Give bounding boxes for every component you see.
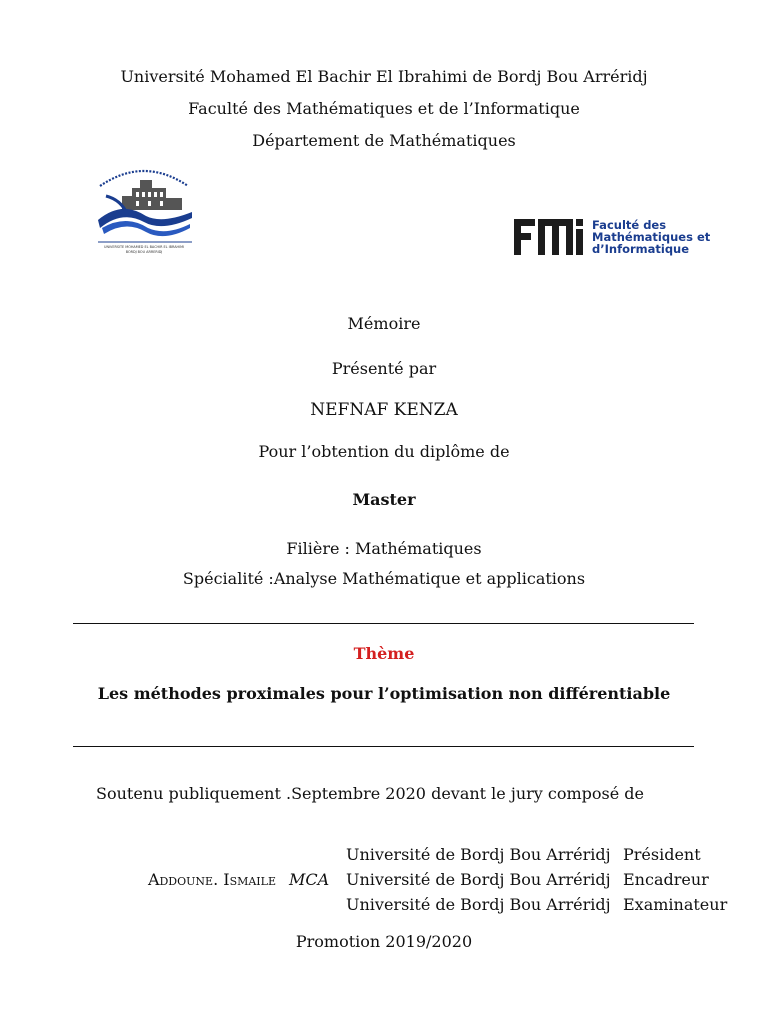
- university-seal-icon: [92, 160, 196, 256]
- degree-intro: Pour l’obtention du diplôme de: [258, 442, 510, 461]
- university-logo-caption: [92, 245, 196, 254]
- fmi-wordmark: [592, 219, 710, 255]
- author-name: NEFNAF KENZA: [310, 400, 458, 420]
- divider-bottom: [73, 746, 694, 747]
- jury-row: [0, 895, 768, 919]
- jury-member-name: Addoune. Ismaile: [147, 870, 276, 889]
- thesis-title: Les méthodes proximales pour l’optimisation non différentiable: [97, 684, 671, 703]
- jury-member-role: Président: [623, 845, 701, 864]
- jury-member-role: Encadreur: [623, 870, 709, 889]
- defense-statement: Soutenu publiquement .Septembre 2020 devant le jury composé de: [96, 784, 645, 803]
- memoire-label: Mémoire: [347, 314, 421, 333]
- promotion: Promotion 2019/2020: [295, 932, 473, 951]
- divider-top: [73, 623, 694, 624]
- fmi-monogram-icon: [514, 217, 588, 257]
- department-name: Département de Mathématiques: [252, 131, 516, 150]
- fmi-wordmark-line-2: Mathématiques et: [592, 230, 711, 244]
- presented-by: Présenté par: [331, 359, 437, 378]
- jury-member-grade: MCA: [289, 870, 330, 889]
- university-logo: [92, 160, 196, 256]
- faculty-name: Faculté des Mathématiques et de l’Informatique: [188, 99, 580, 118]
- jury-member-university: Université de Bordj Bou Arréridj: [346, 845, 611, 864]
- fmi-wordmark-line-3: d’Informatique: [592, 242, 690, 256]
- university-name: Université Mohamed El Bachir El Ibrahimi de Bordj Bou Arréridj: [120, 67, 648, 86]
- specialite: Spécialité :Analyse Mathématique et applications: [182, 569, 586, 588]
- logo-caption-line-1: UNIVERSITE MOHAMED EL BACHIR EL IBRAHIMI: [104, 245, 184, 249]
- theme-label: Thème: [353, 644, 415, 663]
- jury-member-university: Université de Bordj Bou Arréridj: [346, 895, 611, 914]
- fmi-wordmark-line-1: Faculté des: [592, 218, 667, 232]
- jury-member-university: Université de Bordj Bou Arréridj: [346, 870, 611, 889]
- filiere: Filière : Mathématiques: [286, 539, 482, 558]
- logo-caption-line-2: BORDJ BOU ARRERIDJ: [125, 249, 163, 254]
- jury-row: [0, 845, 768, 869]
- jury-row: [0, 870, 768, 894]
- jury-member-role: Examinateur: [623, 895, 728, 914]
- degree-name: Master: [352, 490, 416, 509]
- fmi-logo: [514, 217, 711, 257]
